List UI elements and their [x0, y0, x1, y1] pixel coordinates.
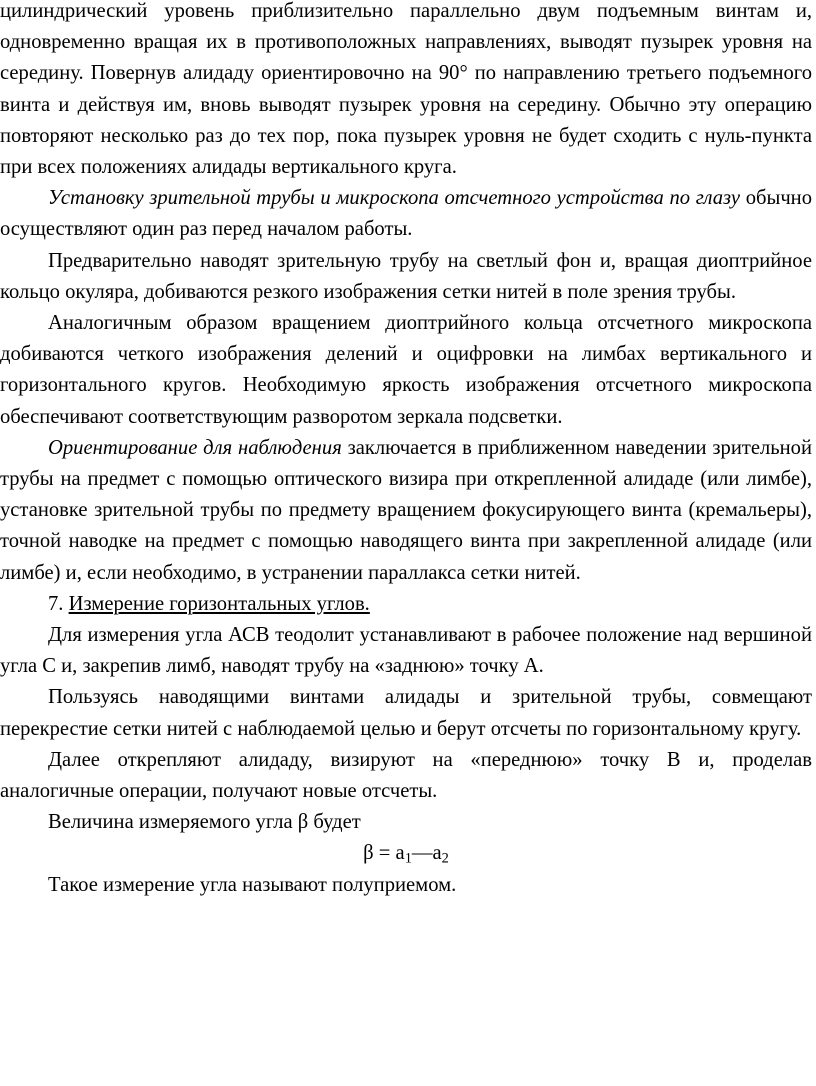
formula-mid: —a — [411, 842, 442, 865]
paragraph-angle-setup: Для измерения угла АСВ теодолит устанавливают в рабочее положение над вершиной угла С и, закрепив лимб, наводят трубу на «заднюю» точку А. — [0, 624, 812, 678]
section-title: Измерение горизонтальных углов. — [68, 592, 370, 615]
paragraph-leveling: цилиндрический уровень приблизительно параллельно двум подъемным винтам и, одновременно вращая их в противоположных направлениях, выводят пузырек уровня на середину. Повернув алидаду ориентировочно на 90° по направлению третьего подъемного винта и действуя им, вновь выводят пузырек уровня на середину. Обычно эту операцию повторяют несколько раз до тех пор, пока пузырек уровня не будет сходить с нуль-пункта при всех положениях алидады вертикального круга. — [0, 0, 812, 179]
paragraph-half-reception: Такое измерение угла называют полуприемом. — [48, 873, 457, 896]
paragraph-crosshair: Пользуясь наводящими винтами алидады и зрительной трубы, совмещают перекрестие сетки нитей с наблюдаемой целью и берут отсчеты по горизонтальному кругу. — [0, 686, 812, 740]
paragraph-eyepiece-setup-text: обычно осуществляют один раз перед началом работы. — [0, 187, 813, 241]
italic-term-orientation: Ориентирование для наблюдения — [48, 436, 342, 459]
formula-lhs: β = a — [363, 842, 405, 865]
formula-sub2: 2 — [441, 851, 449, 868]
paragraph-microscope-focus: Аналогичным образом вращением диоптрийного кольца отсчетного микроскопа добиваются четкого изображения делений и оцифровки на лимбах вертикального и горизонтального кругов. Необходимую яркость изображения отсчетного микроскопа обеспечивают соответствующим разворотом зеркала подсветки. — [0, 312, 812, 428]
section-heading — [0, 589, 812, 620]
paragraph-reticle-focus: Предварительно наводят зрительную трубу на светлый фон и, вращая диоптрийное кольцо окуляра, добиваются резкого изображения сетки нитей в поле зрения трубы. — [0, 249, 812, 303]
paragraph-eyepiece-setup — [0, 183, 812, 245]
italic-term-eyepiece-setup: Установку зрительной трубы и микроскопа отсчетного устройства по глазу — [48, 187, 741, 210]
formula-sub1: 1 — [404, 851, 412, 868]
paragraph-front-point: Далее открепляют алидаду, визируют на «переднюю» точку В и, проделав аналогичные операции, получают новые отсчеты. — [0, 748, 812, 803]
paragraph-angle-value: Величина измеряемого угла β будет — [48, 811, 361, 834]
paragraph-orientation — [0, 433, 812, 589]
paragraph-orientation-text: заключается в приближенном наведении зрительной трубы на предмет с помощью оптического визира при открепленной алидаде (или лимбе), установке зрительной трубы по предмету вращением фокусирующего винта (кремальеры), точной наводке на предмет с помощью наводящего винта при закрепленной алидаде (или лимбе) и, если необходимо, в устранении параллакса сетки нитей. — [0, 436, 812, 584]
formula-beta — [0, 838, 812, 869]
section-number: 7. — [48, 592, 69, 615]
